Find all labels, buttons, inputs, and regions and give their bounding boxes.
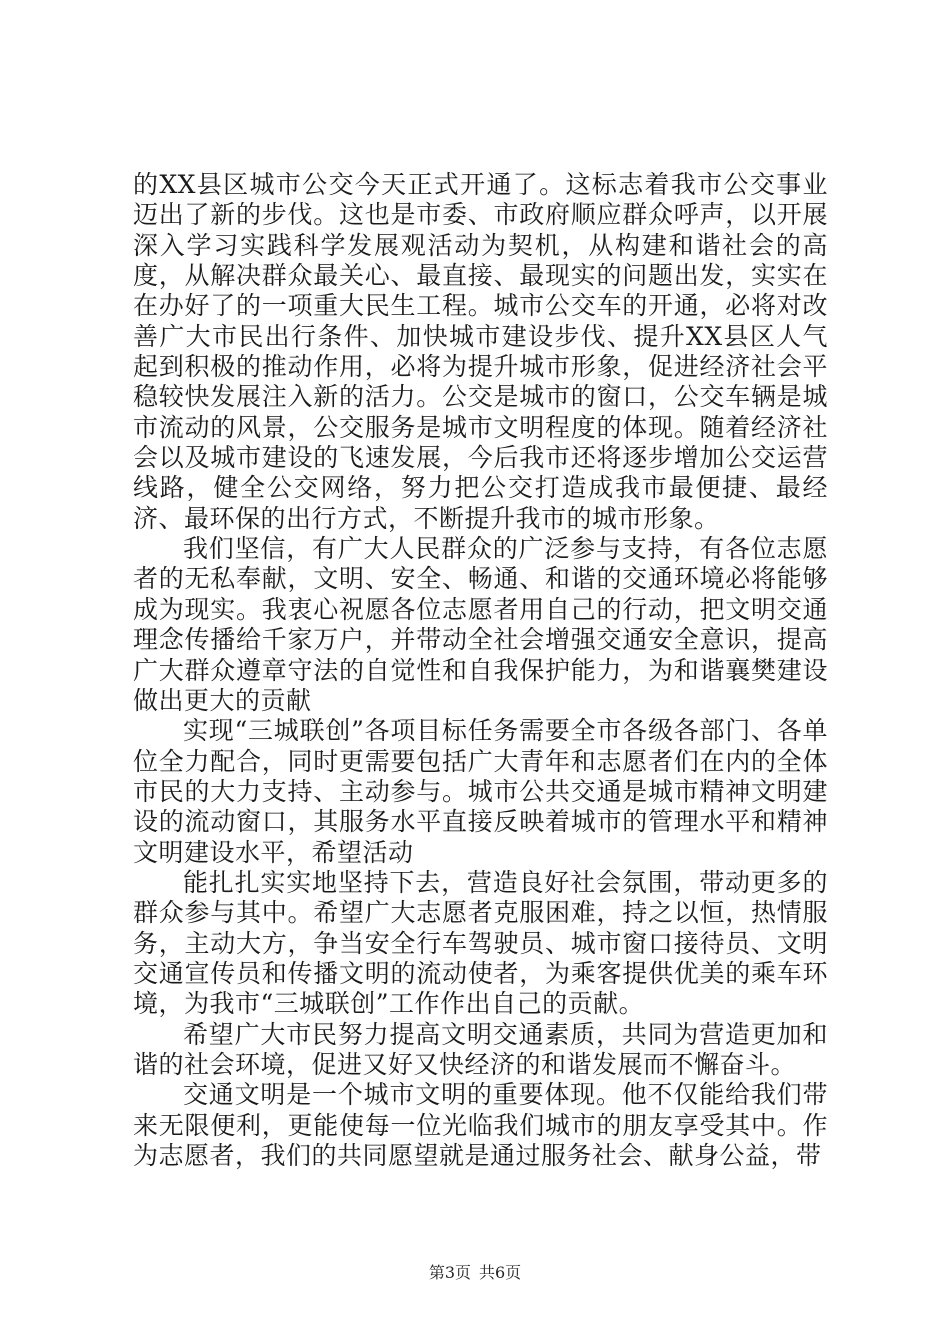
paragraph-4: 能扎扎实实地坚持下去，营造良好社会氛围，带动更多的群众参与其中。希望广大志愿者克服困难，持之以恒，热情服务，主动大方，争当安全行车驾驶员、城市窗口接待员、文明交通宣传员和传播文明的流动使者，为乘客提供优美的乘车环境，为我市“三城联创”工作作出自己的贡献。 <box>133 867 828 1019</box>
paragraph-6: 交通文明是一个城市文明的重要体现。他不仅能给我们带来无限便利，更能使每一位光临我们城市的朋友享受其中。作为志愿者，我们的共同愿望就是通过服务社会、献身公益，带 <box>133 1080 828 1170</box>
page-footer <box>0 1263 950 1283</box>
page-total: 共6页 <box>479 1263 522 1282</box>
paragraph-2: 我们坚信，有广大人民群众的广泛参与支持，有各位志愿者的无私奉献，文明、安全、畅通、和谐的交通环境必将能够成为现实。我衷心祝愿各位志愿者用自己的行动，把文明交通理念传播给千家万户，并带动全社会增强交通安全意识，提高广大群众遵章守法的自觉性和自我保护能力，为和谐襄樊建设做出更大的贡献 <box>133 534 828 715</box>
document-body <box>133 170 828 1171</box>
paragraph-1: 的XX县区城市公交今天正式开通了。这标志着我市公交事业迈出了新的步伐。这也是市委、市政府顺应群众呼声，以开展深入学习实践科学发展观活动为契机，从构建和谐社会的高度，从解决群众最关心、最直接、最现实的问题出发，实实在在办好了的一项重大民生工程。城市公交车的开通，必将对改善广大市民出行条件、加快城市建设步伐、提升XX县区人气起到积极的推动作用，必将为提升城市形象，促进经济社会平稳较快发展注入新的活力。公交是城市的窗口，公交车辆是城市流动的风景，公交服务是城市文明程度的体现。随着经济社会以及城市建设的飞速发展，今后我市还将逐步增加公交运营线路，健全公交网络，努力把公交打造成我市最便捷、最经济、最环保的出行方式，不断提升我市的城市形象。 <box>133 170 828 533</box>
paragraph-3: 实现“三城联创”各项目标任务需要全市各级各部门、各单位全力配合，同时更需要包括广大青年和志愿者们在内的全体市民的大力支持、主动参与。城市公共交通是城市精神文明建设的流动窗口，其服务水平直接反映着城市的管理水平和精神文明建设水平，希望活动 <box>133 716 828 867</box>
paragraph-5: 希望广大市民努力提高文明交通素质，共同为营造更加和谐的社会环境，促进又好又快经济的和谐发展而不懈奋斗。 <box>133 1019 828 1079</box>
page-number: 第3页 <box>428 1263 471 1282</box>
